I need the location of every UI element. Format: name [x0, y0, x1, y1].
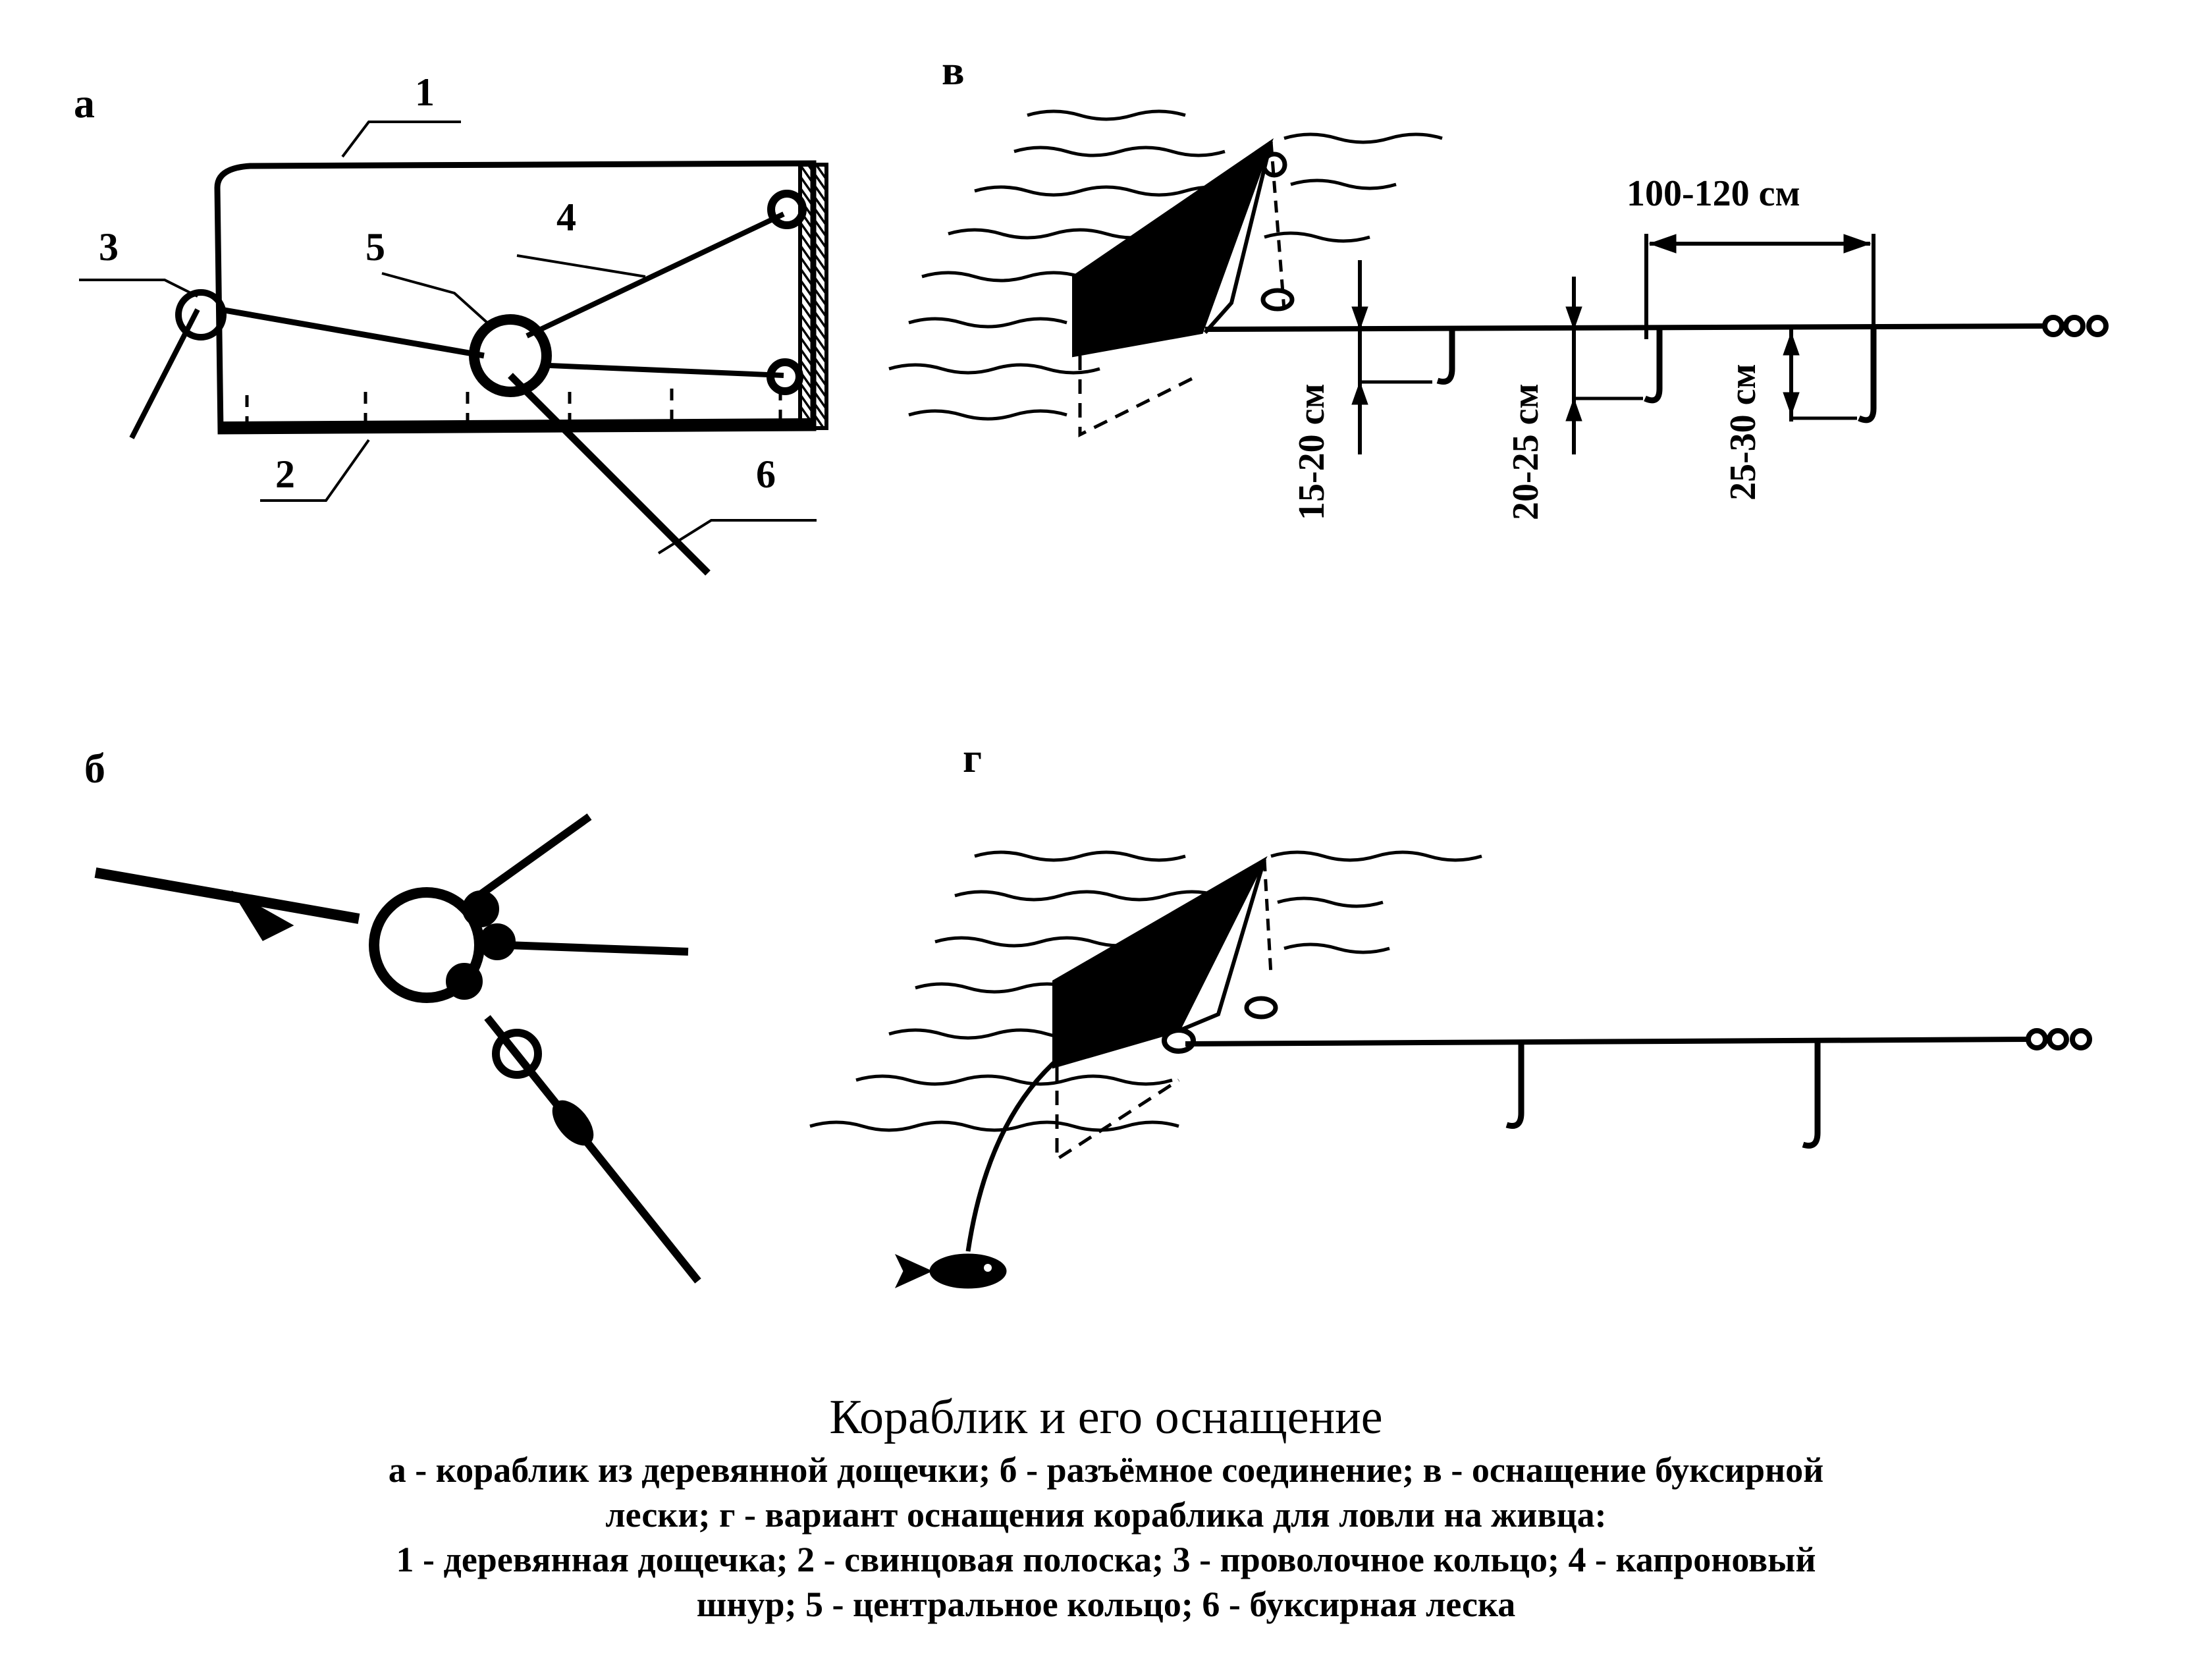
panel-g-letter: г	[963, 734, 983, 781]
dim-leash1-label: 15-20 см	[1291, 383, 1332, 520]
caption-line-3: 1 - деревянная дощечка; 2 - свинцовая полоска; 3 - проволочное кольцо; 4 - капроновый	[396, 1540, 1816, 1579]
dim-leash2-label: 20-25 см	[1505, 383, 1546, 520]
panel-v	[889, 47, 2106, 520]
callout-6: 6	[756, 452, 776, 496]
dim-spacing-label: 100-120 см	[1627, 173, 1800, 214]
figure-title: Кораблик и его оснащение	[829, 1390, 1383, 1444]
tow-line-rig-diagram	[889, 111, 2106, 454]
dim-leash3-label: 25-30 см	[1723, 364, 1764, 501]
live-bait-rig-diagram	[810, 852, 2090, 1288]
panel-a	[74, 70, 826, 573]
callout-3: 3	[99, 225, 119, 269]
panel-a-letter: а	[74, 80, 95, 126]
callout-1: 1	[415, 70, 435, 114]
panel-b-letter: б	[84, 745, 105, 792]
panel-b	[84, 745, 698, 1281]
panel-g	[810, 734, 2090, 1288]
wooden-board-diagram	[79, 122, 826, 573]
detachable-connection-diagram	[95, 817, 698, 1281]
caption-line-4: шнур; 5 - центральное кольцо; 6 - буксирная леска	[696, 1585, 1516, 1624]
callout-4: 4	[556, 196, 576, 239]
callout-5: 5	[365, 225, 385, 269]
panel-v-letter: в	[942, 47, 965, 94]
caption-line-1: а - кораблик из деревянной дощечки; б - разъёмное соединение; в - оснащение буксирной	[388, 1450, 1824, 1490]
caption-line-2: лески; г - вариант оснащения кораблика для ловли на живца:	[605, 1495, 1607, 1535]
figure-caption	[0, 1448, 2212, 1627]
callout-2: 2	[275, 452, 295, 496]
